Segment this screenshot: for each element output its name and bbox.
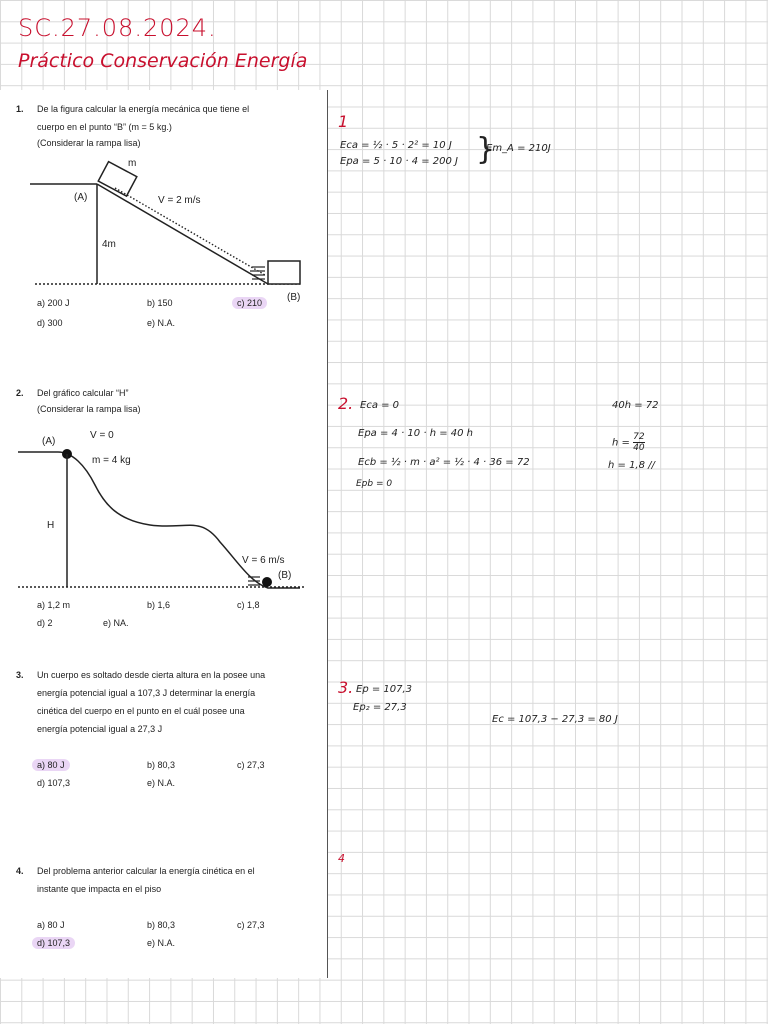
q4-option-e[interactable]: e) N.A. — [147, 938, 176, 948]
q2-option-d[interactable]: d) 2 — [37, 618, 53, 628]
q2-point-a: (A) — [42, 436, 56, 447]
q1-block-b — [268, 261, 300, 284]
q2-option-b[interactable]: b) 1,6 — [147, 600, 171, 610]
q1-diagram — [0, 154, 327, 304]
q2-text: Del gráfico calcular “H” (Considerar la rampa lisa) — [37, 388, 141, 414]
q3-option-e[interactable]: e) N.A. — [147, 778, 176, 788]
answer1-brace: } — [476, 132, 496, 167]
q3-option-c[interactable]: c) 27,3 — [237, 760, 265, 770]
q1-number: 1. — [16, 104, 24, 114]
q2-mass-label: m = 4 kg — [92, 455, 131, 466]
q1-point-b: (B) — [287, 292, 301, 303]
answer1-epa: Epa = 5 · 10 · 4 = 200 J — [340, 156, 459, 167]
answer2-fraction-den: 40 — [633, 443, 645, 453]
answer3-ec: Ec = 107,3 − 27,3 = 80 J — [492, 714, 618, 725]
answer3-ep: Ep = 107,3 — [356, 684, 413, 695]
q2-track — [18, 452, 300, 588]
q2-option-c[interactable]: c) 1,8 — [237, 600, 260, 610]
q2-diagram — [0, 420, 327, 610]
worksheet — [0, 90, 328, 978]
q1-option-e[interactable]: e) N.A. — [147, 318, 176, 328]
q1-velocity-label: V = 2 m/s — [158, 195, 201, 206]
q1-height-label: 4m — [102, 239, 116, 250]
answer2-eca: Eca = 0 — [360, 400, 400, 411]
date-heading: SC.27.08.2024. — [18, 14, 217, 42]
q1-option-a[interactable]: a) 200 J — [37, 298, 70, 308]
answer2-result-3: h = 1,8 // — [608, 460, 655, 471]
q4-text: Del problema anterior calcular la energía cinética en el instante que impacta en el piso — [37, 866, 255, 894]
answer2-epb: Epb = 0 — [356, 479, 393, 489]
answer1-number: 1 — [338, 112, 349, 131]
q1-point-a: (A) — [74, 192, 88, 203]
q3-text: Un cuerpo es soltado desde cierta altura en la posee una energía potencial igual a 107,3 J determinar la energía cinética del cuerpo en el punto en el cuál posee una energía potencial igual a 27,3 J — [37, 670, 266, 734]
page-title: Práctico Conservación Energía — [18, 50, 308, 72]
q3-option-a[interactable]: a) 80 J — [32, 759, 70, 771]
answer2-fraction-num: 72 — [633, 432, 645, 442]
q3-option-d[interactable]: d) 107,3 — [37, 778, 71, 788]
q4-option-a[interactable]: a) 80 J — [37, 920, 65, 930]
q2-v0-label: V = 0 — [90, 430, 114, 441]
q3-number: 3. — [16, 670, 24, 680]
answer2-epa: Epa = 4 · 10 · h = 40 h — [358, 428, 474, 439]
q4-number: 4. — [16, 866, 24, 876]
answer3-number: 3. — [338, 678, 354, 697]
answer2-result-1: 40h = 72 — [612, 400, 659, 411]
q3-option-b[interactable]: b) 80,3 — [147, 760, 176, 770]
answer2-number: 2. — [338, 394, 354, 413]
answer4-number: 4 — [338, 852, 345, 865]
answer2-ecb: Ecb = ½ · m · a² = ½ · 4 · 36 = 72 — [358, 457, 530, 468]
answer1-ema: Em_A = 210J — [486, 143, 551, 154]
q2-height-label: H — [47, 520, 55, 531]
q1-option-c[interactable]: c) 210 — [232, 297, 267, 309]
q2-number: 2. — [16, 388, 24, 398]
q1-option-d[interactable]: d) 300 — [37, 318, 63, 328]
q2-velocity-label: V = 6 m/s — [242, 555, 285, 566]
q4-option-d[interactable]: d) 107,3 — [32, 937, 75, 949]
answer1-eca: Eca = ½ · 5 · 2² = 10 J — [340, 140, 452, 151]
q4-option-c[interactable]: c) 27,3 — [237, 920, 265, 930]
q1-mass-label: m — [128, 158, 137, 169]
answer3-ep2: Ep₂ = 27,3 — [353, 702, 407, 713]
q1-option-b[interactable]: b) 150 — [147, 298, 173, 308]
answer2-result-2: h = $\frac{72}{40}$ — [612, 432, 645, 453]
q2-option-e[interactable]: e) NA. — [103, 618, 129, 628]
q2-ball-b — [262, 577, 272, 587]
q4-option-b[interactable]: b) 80,3 — [147, 920, 176, 930]
q1-text: De la figura calcular la energía mecánica que tiene el cuerpo en el punto “B” (m = 5 kg.) (Considerar la rampa lisa) — [37, 104, 250, 148]
q2-option-a[interactable]: a) 1,2 m — [37, 600, 71, 610]
q2-point-b: (B) — [278, 570, 292, 581]
